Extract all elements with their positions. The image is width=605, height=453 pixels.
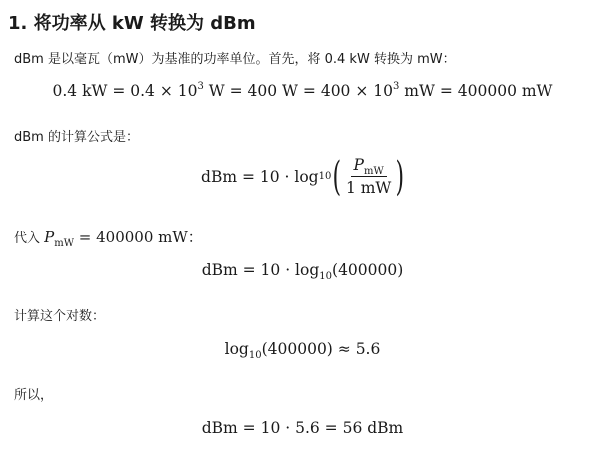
log-equation	[0, 340, 605, 361]
eq3-lhs: dBm = 10 · log	[201, 261, 320, 279]
formula-intro-paragraph: dBm 的计算公式是：	[14, 130, 139, 145]
intro-paragraph: dBm 是以毫瓦（mW）为基准的功率单位。首先，将 0.4 kW 转换为 mW：	[14, 52, 456, 67]
eq2-right-paren: )	[395, 153, 405, 200]
eq2-fraction	[343, 156, 394, 197]
eq4-log-base: 10	[248, 350, 262, 361]
eq1-exponent-a: 3	[197, 81, 204, 92]
eq1-part-a: 0.4 kW = 0.4 × 10	[52, 82, 198, 100]
eq1-part-c: mW = 400000 mW	[399, 82, 553, 100]
eq4-rhs: (400000) ≈ 5.6	[261, 340, 381, 358]
conversion-equation	[0, 82, 605, 100]
eq2-lhs: dBm = 10 · log	[201, 167, 319, 186]
so-paragraph: 所以，	[14, 388, 54, 403]
log-intro-paragraph: 计算这个对数：	[14, 309, 106, 324]
substituted-equation	[0, 261, 605, 282]
eq1-part-b: W = 400 W = 400 × 10	[203, 82, 393, 100]
eq2-numerator: $P_{mW}$	[351, 156, 387, 177]
dbm-formula-equation: dBm = 10 · log 10 ( $\frac{P_{mW}}{1 mW}$ )	[201, 153, 405, 200]
eq4-lhs: log	[224, 340, 249, 358]
substitute-paragraph: 代入 $P_{mW} = 400000$ mW：	[14, 228, 203, 249]
eq3-log-base: 10	[319, 271, 333, 282]
eq2-left-paren: (	[332, 153, 342, 200]
eq2-fraction-group	[332, 153, 405, 200]
result-equation	[0, 419, 605, 437]
eq3-rhs: (400000)	[332, 261, 404, 279]
section-heading: 1. 将功率从 kW 转换为 dBm	[8, 13, 256, 34]
eq5-text: dBm = 10 · 5.6 = 56 dBm	[201, 419, 404, 437]
eq1-exponent-b: 3	[392, 81, 400, 92]
eq2-denominator: 1 mW	[345, 179, 392, 197]
